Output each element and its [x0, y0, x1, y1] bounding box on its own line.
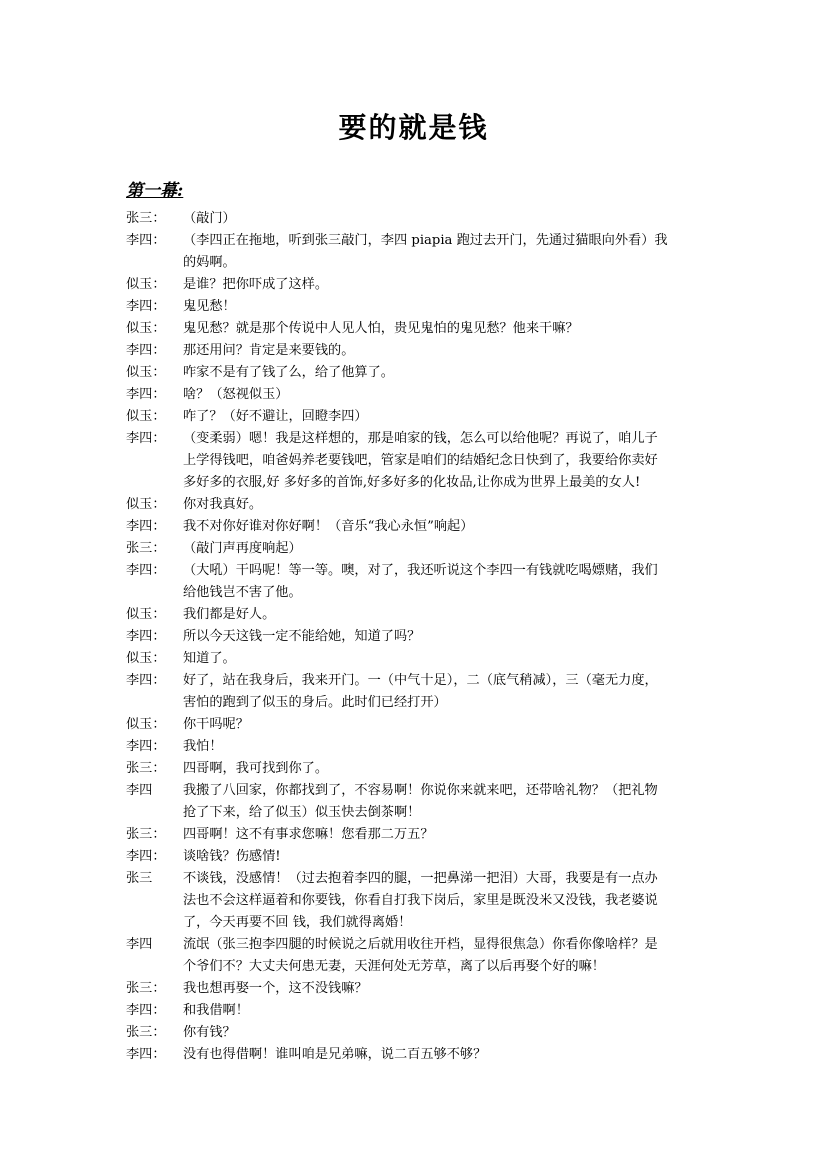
speaker-name: 李四： [126, 739, 166, 754]
speaker-name: 张三： [126, 1025, 166, 1040]
dialogue-line [126, 296, 704, 318]
speech-row: 你对我真好。 [183, 497, 263, 512]
dialogue-line [126, 934, 704, 978]
speech-row: 上学得钱吧，咱爸妈养老要钱吧，管家是咱们的结婚纪念日快到了，我要给你卖好 [183, 453, 658, 468]
speech-row: 的妈啊。 [183, 255, 236, 270]
dialogue-line [126, 428, 704, 494]
speech-text [183, 538, 704, 560]
speech-text [183, 208, 704, 230]
speech-row: 鬼见愁？就是那个传说中人见人怕，贵见鬼怕的鬼见愁？他来干嘛？ [183, 321, 579, 336]
dialogue-line [126, 604, 704, 626]
speech-row: （变柔弱）嗯！我是这样想的，那是咱家的钱，怎么可以给他呢？再说了，咱儿子 [183, 431, 658, 446]
speech-row: 没有也得借啊！谁叫咱是兄弟嘛，说二百五够不够？ [183, 1047, 487, 1062]
dialogue-line [126, 1044, 704, 1066]
speaker-name: 似玉： [126, 321, 166, 336]
speech-row: 不谈钱，没感情！（过去抱着李四的腿，一把鼻涕一把泪）大哥，我要是有一点办 [183, 871, 658, 886]
dialogue-line [126, 1000, 704, 1022]
speech-text [183, 494, 704, 516]
speech-row: （敲门声再度响起） [183, 541, 302, 556]
speaker-name: 似玉： [126, 365, 166, 380]
speech-text [183, 428, 704, 494]
speech-text [183, 340, 704, 362]
speech-row: 我不对你好谁对你好啊！（音乐“我心永恒”响起） [183, 519, 474, 534]
speech-row: 你干吗呢？ [183, 717, 249, 732]
speaker-name: 张三： [126, 981, 166, 996]
speaker-name: 李四 [126, 783, 153, 798]
speech-row: 好了，站在我身后，我来开门。一（中气十足），二（底气稍减），三（毫无力度， [183, 673, 658, 688]
speech-row: 法也不会这样逼着和你要钱，你看自打我下岗后，家里是既没米又没钱，我老婆说 [183, 893, 658, 908]
speech-row: 谈啥钱？伤感情! [183, 849, 281, 864]
dialogue-line [126, 978, 704, 1000]
speaker-name: 似玉： [126, 497, 166, 512]
speech-text [183, 318, 704, 340]
speaker-name: 李四： [126, 629, 166, 644]
speech-text [183, 758, 704, 780]
speech-row: 那还用问？肯定是来要钱的。 [183, 343, 355, 358]
speech-text [183, 670, 704, 714]
speech-text [183, 274, 704, 296]
speech-row: 害怕的跑到了似玉的身后。此时们已经打开） [183, 695, 447, 710]
speech-text [183, 604, 704, 626]
speaker-name: 张三： [126, 211, 166, 226]
dialogue-line [126, 406, 704, 428]
speech-row: 和我借啊！ [183, 1003, 249, 1018]
speech-row: 四哥啊！这不有事求您嘛！您看那二万五？ [183, 827, 434, 842]
speech-text [183, 516, 704, 538]
speech-row: 所以今天这钱一定不能给她，知道了吗？ [183, 629, 421, 644]
speech-text [183, 296, 704, 318]
speaker-name: 李四： [126, 343, 166, 358]
speech-text [183, 626, 704, 648]
speaker-name: 李四： [126, 299, 166, 314]
dialogue-line [126, 362, 704, 384]
dialogue-line [126, 846, 704, 868]
dialogue-line [126, 868, 704, 934]
dialogue-line [126, 318, 704, 340]
speech-row: （大吼）干吗呢！等一等。噢，对了，我还听说这个李四一有钱就吃喝嫖赌，我们 [183, 563, 658, 578]
speech-text [183, 230, 704, 274]
speech-row: 个爷们不？大丈夫何患无妻，天涯何处无芳草，离了以后再娶个好的嘛！ [183, 959, 605, 974]
speech-text [183, 362, 704, 384]
speech-row: 咋了？（好不避让，回瞪李四） [183, 409, 368, 424]
speaker-name: 李四： [126, 1003, 166, 1018]
dialogue-line [126, 340, 704, 362]
speech-row: 我也想再娶一个，这不没钱嘛？ [183, 981, 368, 996]
dialogue-line [126, 538, 704, 560]
speech-text [183, 1022, 704, 1044]
speaker-name: 张三： [126, 761, 166, 776]
speech-text [183, 406, 704, 428]
dialogue-line [126, 208, 704, 230]
speech-text [183, 714, 704, 736]
speech-row: 流氓（张三抱李四腿的时候说之后就用收往开档，显得很焦急）你看你像啥样？是 [183, 937, 658, 952]
speaker-name: 张三： [126, 827, 166, 842]
speech-row: （李四正在拖地，听到张三敲门，李四 piapia 跑过去开门，先通过猫眼向外看）我 [183, 233, 668, 248]
speaker-name: 李四 [126, 937, 153, 952]
speaker-name: 似玉： [126, 277, 166, 292]
speech-row: 我们都是好人。 [183, 607, 276, 622]
script-body [126, 208, 704, 1066]
dialogue-line [126, 670, 704, 714]
speaker-name: 李四： [126, 431, 166, 446]
speech-text [183, 978, 704, 1000]
speech-text [183, 648, 704, 670]
speech-row: 啥？（怒视似玉） [183, 387, 289, 402]
speech-row: 是谁？把你吓成了这样。 [183, 277, 329, 292]
speech-text [183, 560, 704, 604]
speaker-name: 李四： [126, 673, 166, 688]
speech-row: 抢了下来，给了似玉）似玉快去倒茶啊！ [183, 805, 421, 820]
speech-text [183, 868, 704, 934]
dialogue-line [126, 230, 704, 274]
speech-row: （敲门） [183, 211, 236, 226]
speaker-name: 似玉： [126, 717, 166, 732]
speech-text [183, 736, 704, 758]
dialogue-line [126, 714, 704, 736]
dialogue-line [126, 824, 704, 846]
speech-row: 咋家不是有了钱了么，给了他算了。 [183, 365, 394, 380]
dialogue-line [126, 1022, 704, 1044]
speaker-name: 张三 [126, 871, 153, 886]
dialogue-line [126, 494, 704, 516]
speech-text [183, 824, 704, 846]
speech-text [183, 1044, 704, 1066]
speaker-name: 李四： [126, 1047, 166, 1062]
speech-row: 四哥啊，我可找到你了。 [183, 761, 329, 776]
speech-row: 多好多的衣服,好 多好多的首饰,好多好多的化妆品,让你成为世界上最美的女人! [183, 475, 641, 490]
dialogue-line [126, 560, 704, 604]
speaker-name: 李四： [126, 233, 166, 248]
speaker-name: 似玉： [126, 607, 166, 622]
speech-row: 我怕！ [183, 739, 223, 754]
dialogue-line [126, 626, 704, 648]
speech-text [183, 934, 704, 978]
dialogue-line [126, 780, 704, 824]
speech-text [183, 846, 704, 868]
act-heading: 第一幕: [126, 181, 184, 201]
speech-row: 鬼见愁！ [183, 299, 236, 314]
speaker-name: 似玉： [126, 409, 166, 424]
speech-text [183, 780, 704, 824]
dialogue-line [126, 274, 704, 296]
page-title: 要的就是钱 [338, 111, 489, 144]
dialogue-line [126, 648, 704, 670]
dialogue-line [126, 736, 704, 758]
speech-row: 知道了。 [183, 651, 236, 666]
speech-row: 我搬了八回家，你都找到了，不容易啊！你说你来就来吧，还带啥礼物？（把礼物 [183, 783, 658, 798]
speaker-name: 李四： [126, 563, 166, 578]
speaker-name: 似玉： [126, 651, 166, 666]
speech-row: 给他钱岂不害了他。 [183, 585, 302, 600]
speech-row: 你有钱？ [183, 1025, 236, 1040]
speech-text [183, 384, 704, 406]
speaker-name: 李四： [126, 387, 166, 402]
speaker-name: 张三： [126, 541, 166, 556]
speaker-name: 李四： [126, 519, 166, 534]
speech-row: 了，今天再要不回 钱，我们就得离婚！ [183, 915, 412, 930]
dialogue-line [126, 384, 704, 406]
speech-text [183, 1000, 704, 1022]
dialogue-line [126, 758, 704, 780]
speaker-name: 李四： [126, 849, 166, 864]
dialogue-line [126, 516, 704, 538]
